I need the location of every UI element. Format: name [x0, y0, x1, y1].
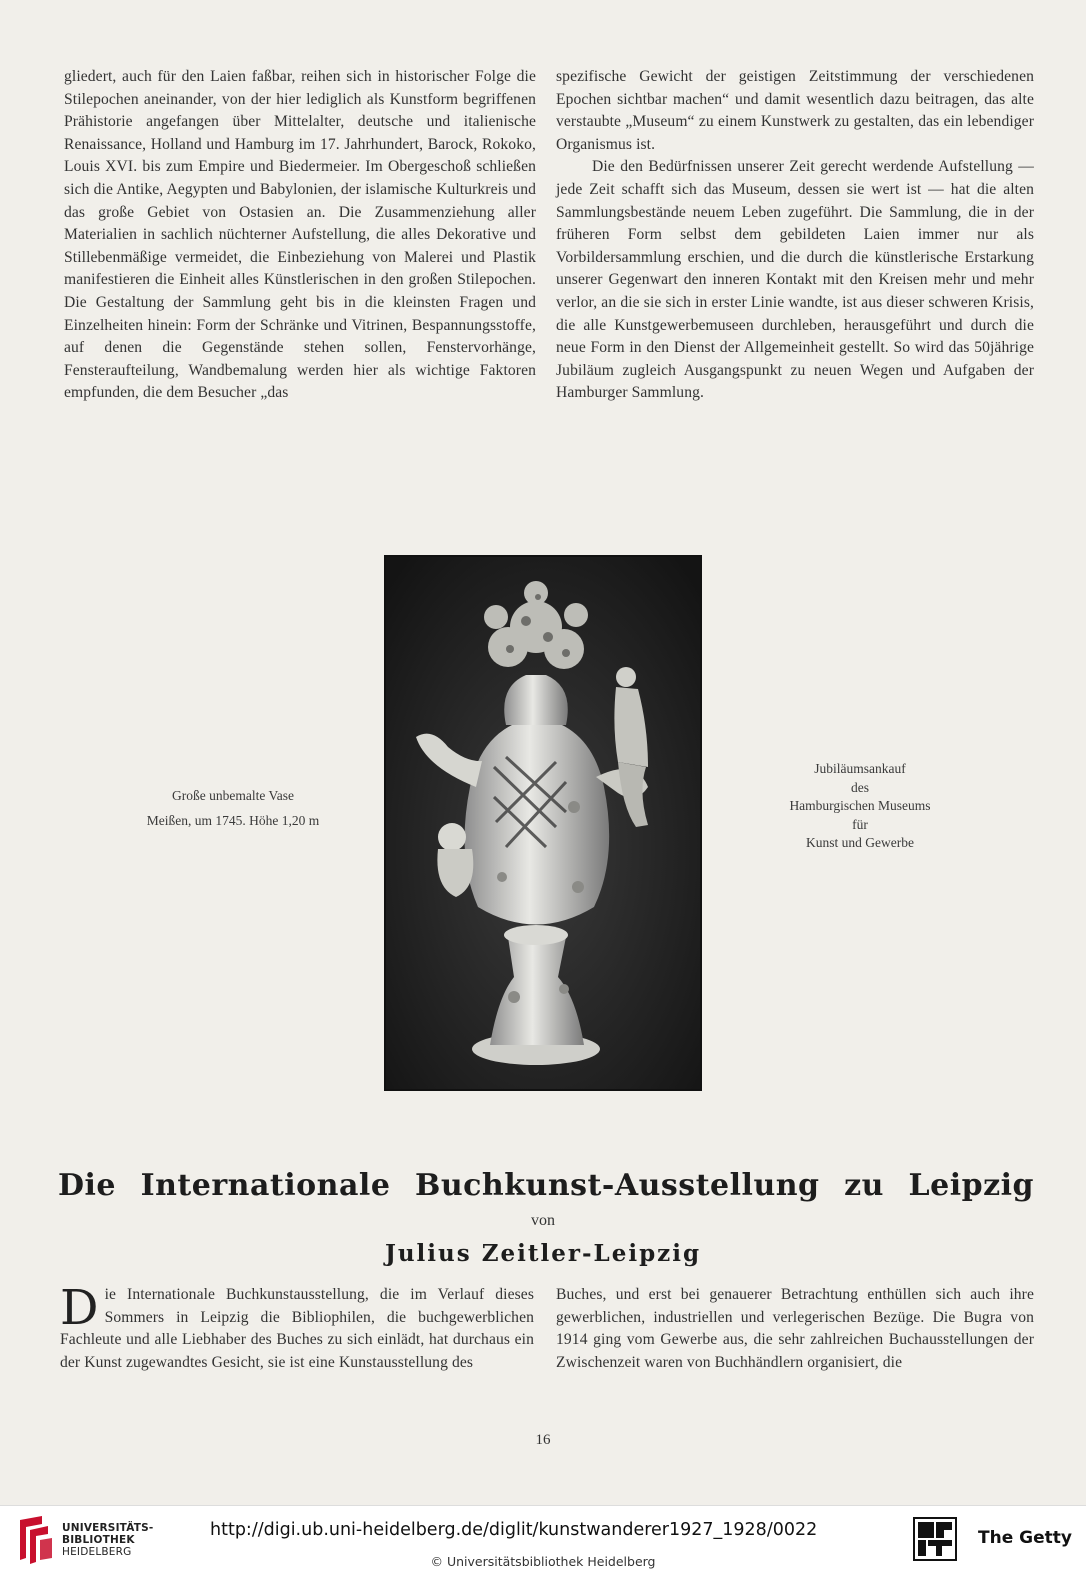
author-name: Julius Zeitler-Leipzig [384, 1240, 702, 1267]
caption-right-line-3: Hamburgischen Museums [789, 798, 931, 814]
caption-right-line-5: Kunst und Gewerbe [806, 835, 914, 851]
top-right-column [556, 66, 1034, 405]
article-heading: Die Internationale Buchkunst-Ausstellung zu Leipzig [58, 1168, 1034, 1203]
bottom-right-column [556, 1284, 1034, 1374]
caption-left-line-2: Meißen, um 1745. Höhe 1,20 m [146, 813, 320, 828]
caption-right-line-4: für [852, 816, 868, 832]
drop-cap: D [60, 1280, 99, 1336]
figure-caption-left [108, 786, 358, 830]
caption-right-line-1: Jubiläumsankauf [814, 761, 906, 776]
source-url-link[interactable]: http://digi.ub.uni-heidelberg.de/diglit/kunstwanderer1927_1928/0022 [210, 1520, 818, 1540]
top-right-paragraph-2: Die den Bedürfnissen unserer Zeit gerecht werdende Aufstellung — jede Zeit schafft sich das Museum, dessen sie wert ist — hat die alten Sammlungsbestände neuem Leben zugeführt. Die Sammlung, die in der früheren Form selbst dem gebildeten Laien immer nur als Vorbildersammlung erschien, und die durch die künstlerische Erstarkung unserer Gegenwart den inneren Kontakt mit den Kreisen mehr und mehr verlor, an die sie sich in erster Linie wandte, ist aus dieser schweren Krisis, die alle Kunstgewerbemuseen durchleben, herausgeführt und durch die neue Form in den Dienst der Allgemeinheit gestellt. So wird das 50jährige Jubiläum zugleich Ausgangspunkt zu neuen Wegen und Aufgaben der Hamburger Sammlung. [556, 158, 1034, 402]
bottom-left-text: ie Internationale Buchkunstausstellung, die im Verlauf dieses Sommers in Leipzig die Bibliophilen, die buchgewerblichen Fachleute und alle Liebhaber des Buches zu sich einlädt, hat durchaus ein der Kunst zugewandtes Gesicht, sie ist eine Kunstausstellung des [60, 1286, 534, 1371]
byline-von: von [531, 1212, 555, 1229]
library-name-line-1: UNIVERSITÄTS- [62, 1522, 154, 1534]
bottom-right-text: Buches, und erst bei genauerer Betrachtung enthüllen sich auch ihre gewerblichen, industriellen und verlegerischen Bezüge. Die Bugra von 1914 ging vom Gewerbe aus, die sehr zahlreichen Buchausstellungen der Zwischenzeit waren von Buchhändlern organisiert, die [556, 1286, 1034, 1371]
top-left-text: gliedert, auch für den Laien faßbar, reihen sich in historischer Folge die Stilepochen aneinander, von der hier lediglich als Kunstform begriffenen Prähistorie angefangen über Mittelalter, deutsche und italienische Renaissance, Holland und Hamburg im 17. Jahrhundert, Barock, Rokoko, Louis XVI. bis zum Empire und Biedermeier. Im Obergeschoß schließen sich die Antike, Aegypten und Babylonien, der islamische Kulturkreis und das große Gebiet von Ostasien an. Die Zusammenziehung aller Materialien in sachlich nüchterner Aufstellung, die alles Dekorative und Stillebenmäßige vermeidet, die Einbeziehung von Malerei und Plastik manifestieren die Einheit alles Künstlerischen in den großen Stilepochen. Die Gestaltung der Sammlung geht bis in die kleinsten Fragen und Einzelheiten hinein: Form der Schränke und Vitrinen, Bespannungsstoffe, auf denen die Gegenstände stehen sollen, Fenstervorhänge, Fensteraufteilung, Wandbemalung werden hier als wichtige Faktoren empfunden, die dem Besucher „das [64, 68, 536, 402]
caption-right-line-2: des [851, 779, 869, 795]
library-name-line-3: HEIDELBERG [62, 1546, 132, 1558]
vase-photograph [384, 555, 702, 1091]
bottom-left-column [60, 1280, 534, 1374]
page-number: 16 [535, 1432, 551, 1448]
footer-bar [0, 1505, 1086, 1584]
library-name [62, 1522, 153, 1558]
getty-label: The Getty [978, 1528, 1072, 1548]
getty-logo-icon [912, 1516, 958, 1562]
top-right-paragraph-1: spezifische Gewicht der geistigen Zeitstimmung der verschiedenen Epochen sichtbar machen“ und damit wesentlich dazu beitragen, das alte verstaubte „Museum“ zu einem Kunstwerk zu gestalten, das ein lebendiger Organismus ist. [556, 68, 1034, 153]
caption-left-line-1: Große unbemalte Vase [172, 788, 294, 803]
top-left-column [64, 66, 536, 405]
copyright-notice: © Universitätsbibliothek Heidelberg [430, 1554, 656, 1569]
figure-caption-right [760, 760, 960, 853]
library-name-line-2: BIBLIOTHEK [62, 1534, 135, 1546]
